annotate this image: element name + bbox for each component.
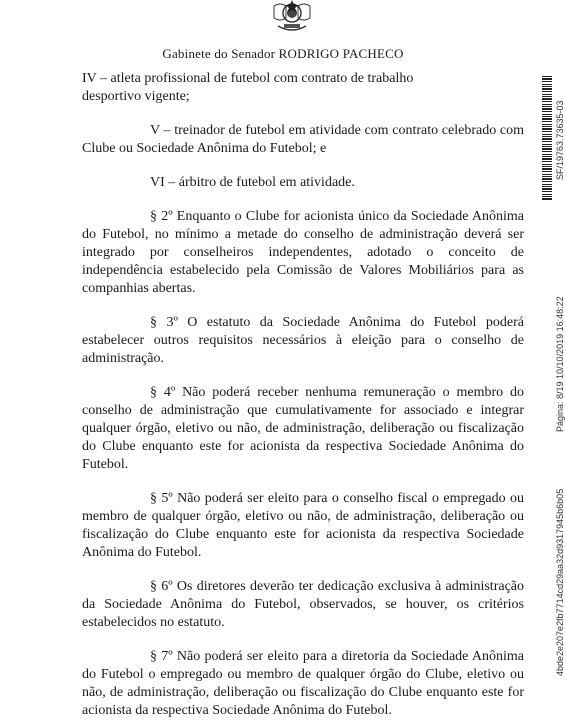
paragraph-6: § 6º Os diretores deverão ter dedicação exclusiva à administração da Sociedade Anônima do Futebol, observados, se houver, os critérios estabelecidos no estatuto. xyxy=(82,579,524,630)
document-hash-stamp: 4bde2e207e2fb7714cd29aa32d9317945b6b05 xyxy=(555,488,565,676)
office-header: Gabinete do Senador RODRIGO PACHECO xyxy=(162,46,404,61)
item-iv-line1: IV – atleta profissional de futebol com contrato de trabalho xyxy=(82,71,414,86)
item-iv-line2: desportivo vigente; xyxy=(82,89,190,104)
paragraph-7: § 7º Não poderá ser eleito para a diretoria da Sociedade Anônima do Futebol o empregado ou membro de qualquer órgão do Clube, eletivo ou não, de administração, deliberação ou fiscalização do Clube enquanto este for acionista da respectiva Sociedade Anônima do Futebol. xyxy=(82,649,524,718)
paragraph-3: § 3º O estatuto da Sociedade Anônima do Futebol poderá estabelecer outros requisitos necessários à eleição para o conselho de administração. xyxy=(82,315,524,366)
document-body xyxy=(82,70,524,720)
paragraph-5: § 5º Não poderá ser eleito para o conselho fiscal o empregado ou membro de qualquer órgão, eletivo ou não, de administração, deliberação ou fiscalização do Clube enquanto este for acionista da respectiva Sociedade Anônima do Futebol. xyxy=(82,491,524,560)
page-info-stamp: Página: 8/19 10/10/2019 16:48:22 xyxy=(555,296,565,432)
paragraph-4: § 4º Não poderá receber nenhuma remuneração o membro do conselho de administração que cumulativamente for associado e integrar qualquer órgão, eletivo ou não, de administração, deliberação ou fiscalização do Clube enquanto este for acionista da respectiva Sociedade Anônima do Futebol. xyxy=(82,385,524,472)
item-vi: VI – árbitro de futebol em atividade. xyxy=(150,175,355,190)
paragraph-2: § 2º Enquanto o Clube for acionista único da Sociedade Anônima do Futebol, no mínimo a metade do conselho de administração deverá ser integrado por conselheiros independentes, adotado o conceito de independência estabelecido pela Comissão de Valores Mobiliários para as companhias abertas. xyxy=(82,209,524,296)
coat-of-arms-emblem xyxy=(270,0,314,34)
document-code-stamp: SF/19763.73635-03 xyxy=(555,100,565,180)
item-v: V – treinador de futebol em atividade com contrato celebrado com Clube ou Sociedade Anônima do Futebol; e xyxy=(82,123,524,156)
item-iv xyxy=(82,70,524,106)
document-barcode xyxy=(542,76,552,200)
